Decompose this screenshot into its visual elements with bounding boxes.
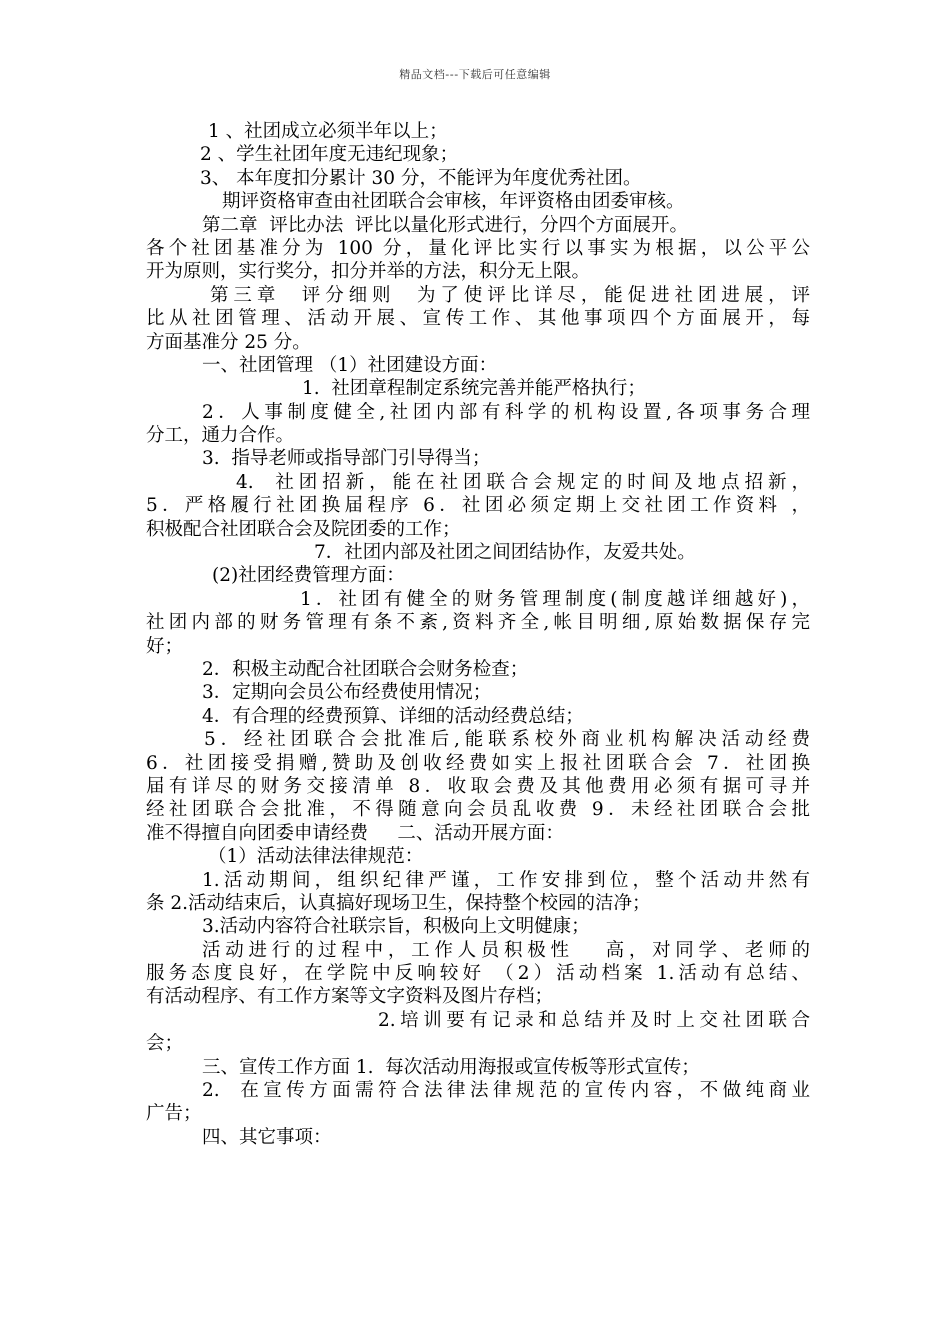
text-line: 1 、社团成立必须半年以上；: [208, 121, 448, 142]
text-line: 5．经社团联合会批准后,能联系校外商业机构解决活动经费: [204, 729, 810, 751]
text-line: 活动进行的过程中，工作人员积极性 高，对同学、老师的: [202, 939, 810, 961]
text-line: 比从社团管理、活动开展、宣传工作、其他事项四个方面展开，每: [146, 308, 810, 330]
text-line: 5．严格履行社团换届程序 6．社团必须定期上交社团工作资料 ，: [146, 495, 810, 517]
text-line: 3.活动内容符合社联宗旨，积极向上文明健康；: [202, 916, 590, 938]
text-line: 方面基准分 25 分。: [146, 331, 311, 353]
text-line: 3．定期向会员公布经费使用情况；: [202, 682, 492, 704]
text-line: 积极配合社团联合会及院团委的工作；: [146, 518, 461, 540]
text-line: 三、宣传工作方面 1. 每次活动用海报或宣传板等形式宣传；: [202, 1056, 700, 1078]
text-line: 2 、学生社团年度无违纪现象；: [200, 144, 459, 166]
text-line: 会；: [146, 1033, 184, 1055]
text-line: 四、其它事项：: [202, 1126, 332, 1148]
page-header: 精品文档---下载后可任意编辑: [399, 68, 551, 81]
text-line: 一、社团管理 （1）社团建设方面：: [202, 354, 498, 376]
text-line: 经社团联合会批准，不得随意向会员乱收费 9．未经社团联合会批: [146, 799, 810, 821]
text-line: 开为原则，实行奖分，扣分并举的方法，积分无上限。: [146, 261, 591, 283]
text-line: 2. 在宣传方面需符合法律法律规范的宣传内容，不做纯商业: [202, 1080, 810, 1102]
text-line: 好；: [146, 635, 184, 657]
text-line: 准不得擅自向团委申请经费 二、活动开展方面：: [146, 822, 564, 844]
text-line: 2．人事制度健全,社团内部有科学的机构设置,各项事务合理: [202, 401, 810, 423]
text-line: 7．社团内部及社团之间团结协作，友爱共处。: [314, 542, 696, 564]
text-line: 6．社团接受捐赠,赞助及创收经费如实上报社团联合会 7．社团换: [146, 752, 810, 774]
text-line: 1．社团有健全的财务管理制度(制度越详细越好)，: [300, 588, 810, 610]
text-line: 3. 指导老师或指导部门引导得当；: [202, 448, 491, 470]
text-line: (2)社团经费管理方面：: [212, 565, 405, 587]
text-line: 2．积极主动配合社团联合会财务检查；: [202, 658, 529, 680]
text-line: 第三章 评分细则 为了使评比详尽，能促进社团进展，评: [210, 284, 810, 306]
text-line: 第二章 评比办法 评比以量化形式进行，分四个方面展开。: [202, 214, 689, 236]
text-line: 届有详尽的财务交接清单 8．收取会费及其他费用必须有据可寻并: [146, 775, 810, 797]
text-line: 1. 社团章程制定系统完善并能严格执行；: [302, 378, 646, 400]
text-line: 有活动程序、有工作方案等文字资料及图片存档；: [146, 986, 554, 1008]
text-line: 社团内部的财务管理有条不紊,资料齐全,帐目明细,原始数据保存完: [146, 612, 810, 634]
text-line: 4．有合理的经费预算、详细的活动经费总结；: [202, 705, 584, 727]
text-line: 各个社团基准分为 100 分，量化评比实行以事实为根据，以公平公: [146, 237, 810, 259]
text-line: 条 2.活动结束后，认真搞好现场卫生，保持整个校园的洁净；: [146, 892, 651, 914]
text-line: 广告；: [146, 1103, 202, 1125]
text-line: 3、 本年度扣分累计 30 分，不能评为年度优秀社团。: [200, 167, 642, 189]
text-line: 2.培训要有记录和总结并及时上交社团联合: [378, 1009, 810, 1031]
text-line: 分工，通力合作。: [146, 425, 295, 447]
document-body: [146, 120, 810, 1149]
text-line: （1）活动法律法律规范：: [208, 846, 424, 868]
text-line: 服务态度良好，在学院中反响较好 （2）活动档案 1.活动有总结、: [146, 963, 810, 985]
text-line: 1.活动期间，组织纪律严谨，工作安排到位，整个活动井然有: [202, 869, 810, 891]
text-line: 期评资格审查由社团联合会审核，年评资格由团委审核。: [222, 191, 685, 213]
text-line: 4. 社团招新，能在社团联合会规定的时间及地点招新，: [236, 471, 810, 493]
